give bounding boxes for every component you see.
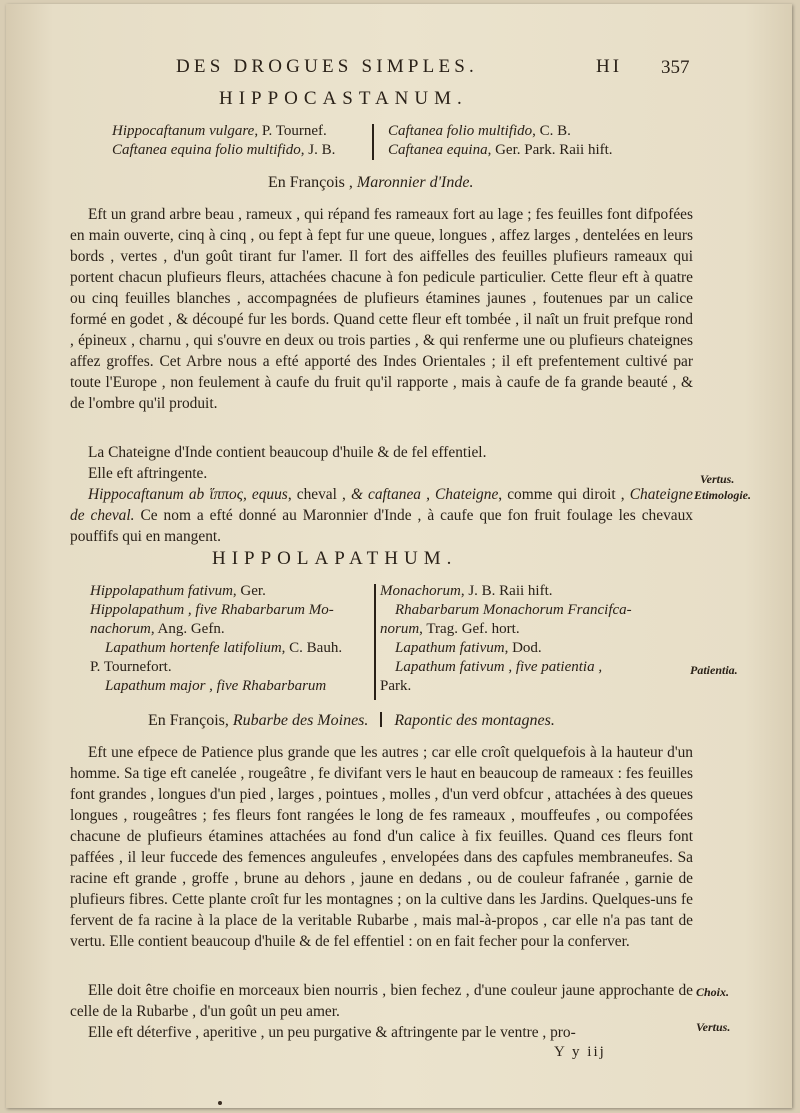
italic-text: norum bbox=[380, 621, 420, 637]
roman-text: Park. bbox=[380, 678, 412, 694]
synonym-line bbox=[90, 639, 342, 658]
synonym-line bbox=[90, 658, 342, 677]
french-name-line bbox=[148, 712, 555, 730]
roman-text: , C. B. bbox=[532, 123, 571, 139]
synonym-line bbox=[380, 582, 632, 601]
margin-note-vertus: Vertus. bbox=[700, 472, 735, 486]
french-name-line bbox=[268, 174, 473, 192]
roman-text: P. Tournefort. bbox=[90, 659, 172, 675]
column-divider bbox=[372, 124, 374, 160]
section-heading-hippocastanum: HIPPOCASTANUM. bbox=[219, 88, 468, 109]
italic-text: Hippolapathum fativum bbox=[90, 583, 233, 599]
synonyms-right-column bbox=[380, 582, 632, 696]
virtues-paragraph bbox=[70, 1022, 693, 1043]
synonyms-left-column bbox=[90, 582, 342, 696]
roman-text: , Ang. Gefn. bbox=[150, 621, 225, 637]
running-title: DES DROGUES SIMPLES. bbox=[176, 56, 479, 77]
choice-paragraph bbox=[70, 980, 693, 1022]
synonym-line bbox=[380, 658, 632, 677]
roman-text: , comme qui diroit , bbox=[498, 486, 630, 503]
roman-text: , J. B. bbox=[300, 142, 336, 158]
running-header bbox=[6, 56, 792, 82]
italic-text: Caftanea equina bbox=[388, 142, 488, 158]
running-signature: HI bbox=[596, 56, 623, 77]
italic-text: Chateigne de cheval. bbox=[70, 486, 693, 524]
italic-text: Caftanea equina folio multifido bbox=[112, 142, 301, 158]
synonyms-left-column bbox=[112, 122, 335, 160]
column-divider bbox=[374, 584, 376, 700]
italic-text: Hippolapathum , five Rhabarbarum Mo- bbox=[90, 602, 334, 618]
separator-bar bbox=[380, 712, 382, 727]
synonym-line bbox=[388, 122, 613, 141]
italic-text: Lapathum fativum , five patientia , bbox=[380, 659, 603, 675]
synonym-line bbox=[112, 141, 335, 160]
roman-text: , cheval , bbox=[287, 486, 351, 503]
italic-text: & caftanea , Chateigne bbox=[350, 486, 499, 503]
synonym-line bbox=[380, 639, 632, 658]
italic-text: Rhabarbarum Monachorum Francifca- bbox=[380, 602, 632, 618]
margin-note-choix: Choix. bbox=[696, 985, 730, 999]
ink-speck bbox=[218, 1101, 222, 1105]
roman-text: , Trag. Gef. hort. bbox=[419, 621, 520, 637]
synonym-line bbox=[380, 620, 632, 639]
page-number: 357 bbox=[661, 57, 690, 78]
french-name-2: Rapontic des montagnes. bbox=[394, 712, 555, 729]
paragraph-text: Eft une efpece de Patience plus grande que les autres ; car elle croît quelquefois à la hauteur d'un homme. Sa tige eft canelée , rougeâtre , fe divifant vers le haut en beaucoup de rameaux : fes feuilles font grandes , longues d'un pied , larges , pointues , molles , d'un verd obfcur , attachées à des queues longues , rougeâtres ; fes fleurs font rangées le long de fes rameaux , mouffeufes , ou compofées chacune de plufieurs étamines attachées au fond d'un calice à fix feuilles. Quand ces fleurs font paffées , il leur fuccede des femences anguleufes , envelopées dans des capfules membraneufes. Sa racine eft grande , groffe , brune au dehors , jaune en dedans , ou de couleur fafranée , garnie de plufieurs fibres. Cette plante croît fur les montagnes ; on la cultive dans les Jardins. Quelques-uns fe fervent de fa racine à la place de la veritable Rubarbe , mais mal-à-propos , car elle n'a pas tant de vertu. Elle contient beaucoup d'huile & de fel effentiel : on en fait fecher pour la conferver. bbox=[70, 744, 693, 950]
roman-text: Ce nom a efté donné au Maronnier d'Inde , à caufe que fon fruit foulage les chevaux pouffifs qui en mangent. bbox=[70, 507, 693, 545]
italic-text: Lapathum major , five Rhabarbarum bbox=[90, 678, 327, 694]
italic-text: nachorum bbox=[90, 621, 151, 637]
italic-text: Lapathum fativum bbox=[380, 640, 505, 656]
synonyms-hippocastanum bbox=[112, 122, 712, 162]
vertus-line: La Chateigne d'Inde contient beaucoup d'huile & de fel effentiel. bbox=[88, 444, 487, 461]
italic-text: Hippocaftanum vulgare bbox=[112, 123, 255, 139]
synonym-line bbox=[388, 141, 613, 160]
margin-note-patientia: Patientia. bbox=[690, 663, 738, 677]
margin-note-etimologie: Etimologie. bbox=[694, 488, 751, 502]
roman-text: , Ger. bbox=[232, 583, 266, 599]
astringent-line: Elle eft aftringente. bbox=[88, 465, 208, 482]
french-name: Maronnier d'Inde. bbox=[356, 174, 474, 191]
paragraph-text: Eft un grand arbre beau , rameux , qui répand fes rameaux fort au lage ; fes feuilles font difpofées en main ouverte, cinq à cinq , ou fept à fept fur une queue, longues , affez larges , dentelées en leurs bords , vertes , d'un goût tirant fur l'amer. Il fort des aiffelles des feuilles plufieurs rameaux qui portent chacun plufieurs fleurs, attachées chacune à fon pedicule particulier. Cette fleur eft à quatre ou cinq feuilles blanches , accompagnées de plufieurs étamines jaunes , foutenues par un calice formé en godet , & découpé fur les bords. Quand cette fleur eft tombée , il naît un fruit prefque rond , épineux , charnu , qui s'ouvre en deux ou trois parties , & qui renferme une ou plufieurs chateignes affez groffes. Cet Arbre nous a efté apporté des Indes Orientales ; il eft prefentement cultivé par toute l'Europe , non feulement à caufe du fruit qu'il rapporte , mais à caufe de fa grande beauté , & de l'ombre qu'il produit. bbox=[70, 206, 693, 412]
synonym-line bbox=[90, 677, 342, 696]
paragraph-text: Elle doit être choifie en morceaux bien nourris , bien fechez , d'une couleur jaune approchante de celle de la Rubarbe , d'un goût un peu amer. bbox=[70, 982, 693, 1020]
roman-text: , P. Tournef. bbox=[254, 123, 327, 139]
synonym-line bbox=[380, 601, 632, 620]
italic-text: Lapathum hortenfe latifolium bbox=[90, 640, 282, 656]
italic-text: Caftanea folio multifido bbox=[388, 123, 533, 139]
description-paragraph bbox=[70, 204, 693, 414]
description-paragraph bbox=[70, 742, 693, 952]
french-name-1: Rubarbe des Moines. bbox=[232, 712, 369, 729]
roman-text: , Dod. bbox=[504, 640, 542, 656]
roman-text: , Ger. Park. Raii hift. bbox=[487, 142, 613, 158]
paragraph-text: Elle eft déterfive , aperitive , un peu purgative & aftringente par le ventre , pro- bbox=[88, 1024, 576, 1041]
synonym-line bbox=[380, 677, 632, 696]
section-heading-hippolapathum: HIPPOLAPATHUM. bbox=[212, 548, 458, 569]
signature-mark: Y y iij bbox=[554, 1044, 606, 1060]
synonym-line bbox=[112, 122, 335, 141]
etymology-paragraph bbox=[70, 484, 693, 547]
synonym-line bbox=[90, 582, 342, 601]
margin-note-vertus: Vertus. bbox=[696, 1020, 731, 1034]
synonym-line bbox=[90, 620, 342, 639]
italic-text: Monachorum bbox=[380, 583, 461, 599]
french-prefix: En François , bbox=[268, 174, 353, 191]
french-prefix: En François, bbox=[148, 712, 229, 729]
synonyms-hippolapathum bbox=[90, 582, 710, 702]
synonym-line bbox=[90, 601, 342, 620]
roman-text: , J. B. Raii hift. bbox=[460, 583, 553, 599]
synonyms-right-column bbox=[388, 122, 613, 160]
italic-text: Hippocaftanum ab ἵππος, equus bbox=[88, 486, 288, 503]
book-page bbox=[6, 4, 792, 1108]
roman-text: , C. Bauh. bbox=[281, 640, 343, 656]
